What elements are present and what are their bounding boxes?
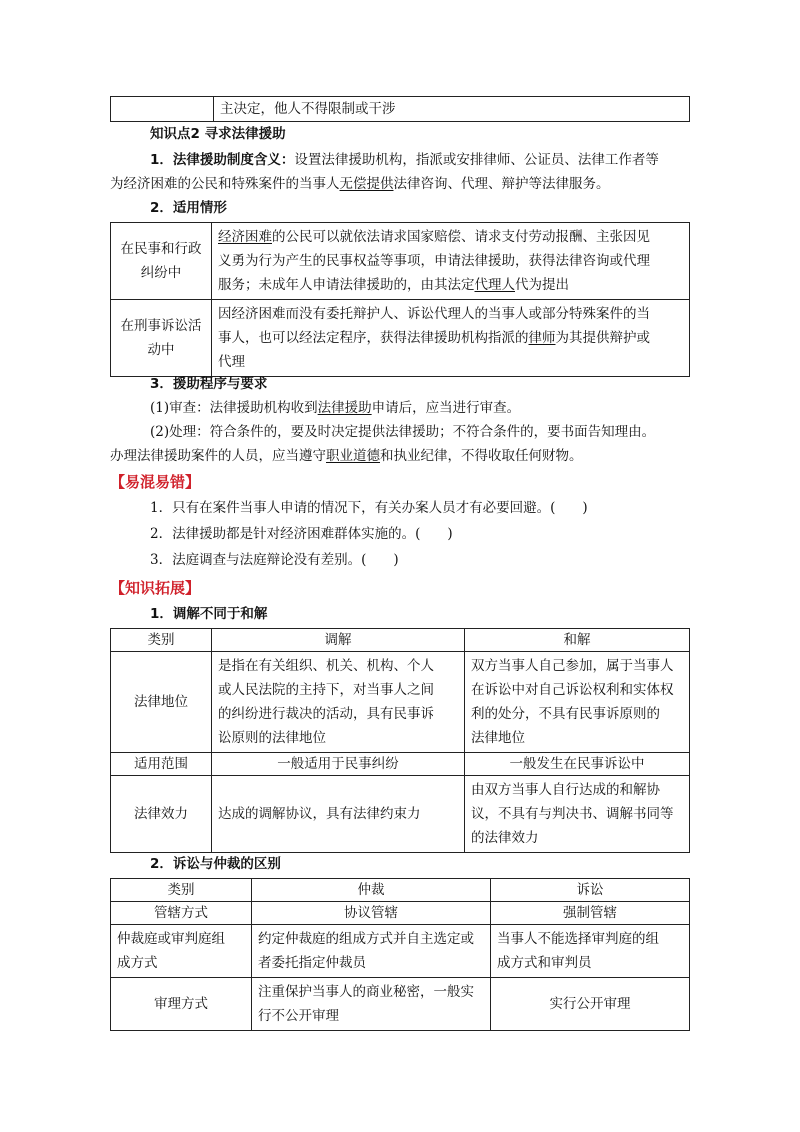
table-row — [111, 925, 690, 978]
t2-trial-arbitration: 注重保护当事人的商业秘密，一般实 行不公开审理 — [252, 978, 491, 1031]
table-row — [111, 652, 690, 753]
t2-header-cat: 类别 — [111, 879, 252, 902]
t1-cat-status: 法律地位 — [111, 652, 212, 753]
kp2-heading: 知识点2 寻求法律援助 — [150, 126, 286, 142]
t2-jurisdiction-litigation: 强制管辖 — [491, 902, 690, 925]
t1-effect-mediation: 达成的调解协议，具有法律约束力 — [212, 776, 465, 853]
t1-scope-reconcile: 一般发生在民事诉讼中 — [465, 753, 690, 776]
kp2-procedure-handle-line1: (2)处理：符合条件的，要及时决定提供法律援助；不符合条件的，要书面告知理由。 — [150, 424, 656, 440]
top-table-left-cell — [111, 97, 214, 122]
kp2-scope-label: 2．适用情形 — [150, 200, 227, 216]
scope-cell-criminal: 在刑事诉讼活动中 — [111, 300, 212, 377]
table-row — [111, 223, 690, 300]
t1-header-reconcile: 和解 — [465, 629, 690, 652]
t1-header-mediation: 调解 — [212, 629, 465, 652]
kp2-procedure-handle-line2: 办理法律援助案件的人员，应当遵守职业道德和执业纪律，不得收取任何财物。 — [110, 448, 583, 464]
mediation-table — [110, 628, 690, 853]
t2-trial-litigation: 实行公开审理 — [491, 978, 690, 1031]
table-row — [111, 879, 690, 902]
t1-scope-mediation: 一般适用于民事纠纷 — [212, 753, 465, 776]
top-table — [110, 96, 690, 122]
t2-composition-arbitration: 约定仲裁庭的组成方式并自主选定或 者委托指定仲裁员 — [252, 925, 491, 978]
t2-header-litigation: 诉讼 — [491, 879, 690, 902]
kp2-definition-line2: 为经济困难的公民和特殊案件的当事人无偿提供法律咨询、代理、辩护等法律服务。 — [110, 176, 610, 192]
table-row — [111, 776, 690, 853]
table-row — [111, 978, 690, 1031]
confusion-title: 【易混易错】 — [110, 473, 201, 491]
t1-cat-effect: 法律效力 — [111, 776, 212, 853]
scope-cell-civil: 在民事和行政纠纷中 — [111, 223, 212, 300]
expand-table2-title: 2．诉讼与仲裁的区别 — [150, 856, 281, 872]
top-table-right-cell: 主决定，他人不得限制或干涉 — [214, 97, 690, 122]
confusion-item-3: 3．法庭调查与法庭辩论没有差别。( ) — [150, 552, 399, 568]
t1-header-cat: 类别 — [111, 629, 212, 652]
scope-desc-civil: 经济困难的公民可以就依法请求国家赔偿、请求支付劳动报酬、主张因见 义勇为行为产生的民事权益等事项，申请法律援助，获得法律咨询或代理 服务；未成年人申请法律援助的，由其法定代理人代为提出 — [212, 223, 690, 300]
table-row — [111, 753, 690, 776]
confusion-item-2: 2．法律援助都是针对经济困难群体实施的。( ) — [150, 526, 453, 542]
t2-cat-trial: 审理方式 — [111, 978, 252, 1031]
litigation-table — [110, 878, 690, 1031]
table-row — [111, 629, 690, 652]
t2-composition-litigation: 当事人不能选择审判庭的组 成方式和审判员 — [491, 925, 690, 978]
t2-header-arbitration: 仲裁 — [252, 879, 491, 902]
confusion-item-1: 1．只有在案件当事人申请的情况下，有关办案人员才有必要回避。( ) — [150, 500, 588, 516]
table-row — [111, 902, 690, 925]
expand-table1-title: 1．调解不同于和解 — [150, 606, 268, 622]
t2-jurisdiction-arbitration: 协议管辖 — [252, 902, 491, 925]
t1-cat-scope: 适用范围 — [111, 753, 212, 776]
kp2-procedure-label: 3．援助程序与要求 — [150, 376, 268, 392]
scope-desc-criminal: 因经济困难而没有委托辩护人、诉讼代理人的当事人或部分特殊案件的当 事人，也可以经法定程序，获得法律援助机构指派的律师为其提供辩护或 代理 — [212, 300, 690, 377]
scope-table — [110, 222, 690, 377]
t2-cat-composition: 仲裁庭或审判庭组 成方式 — [111, 925, 252, 978]
t1-status-reconcile: 双方当事人自己参加，属于当事人 在诉讼中对自己诉讼权利和实体权 利的处分，不具有民事诉原则的 法律地位 — [465, 652, 690, 753]
kp2-procedure-review: (1)审查：法律援助机构收到法律援助申请后，应当进行审查。 — [150, 400, 521, 416]
t1-status-mediation: 是指在有关组织、机关、机构、个人 或人民法院的主持下，对当事人之间 的纠纷进行裁决的活动，具有民事诉 讼原则的法律地位 — [212, 652, 465, 753]
t2-cat-jurisdiction: 管辖方式 — [111, 902, 252, 925]
table-row — [111, 300, 690, 377]
kp2-definition-line1: 1．法律援助制度含义：设置法律援助机构，指派或安排律师、公证员、法律工作者等 — [150, 152, 659, 168]
t1-effect-reconcile: 由双方当事人自行达成的和解协 议，不具有与判决书、调解书同等 的法律效力 — [465, 776, 690, 853]
expand-title: 【知识拓展】 — [110, 579, 201, 597]
